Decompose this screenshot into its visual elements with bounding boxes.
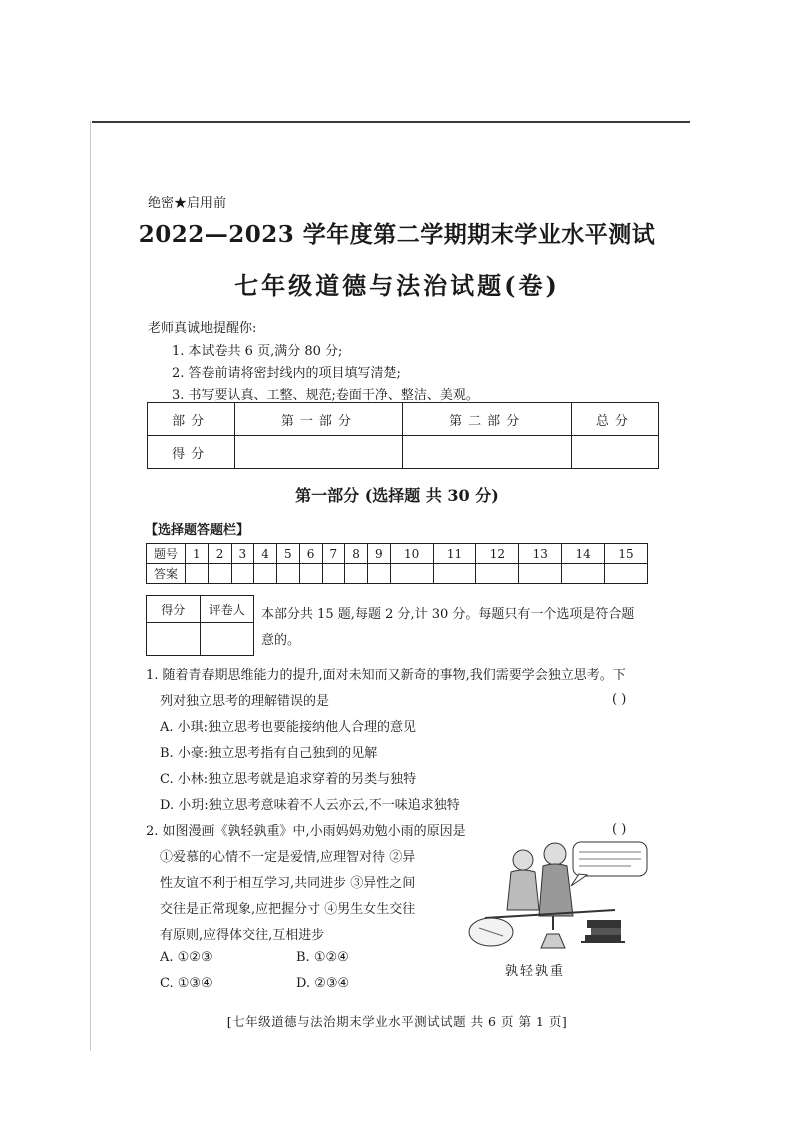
grader-table (146, 595, 254, 656)
q2-option-b: B. ①②④ (296, 950, 349, 965)
answer-number-cell: 3 (231, 544, 254, 564)
answer-cell[interactable] (208, 564, 231, 584)
grader-header: 评卷人 (200, 596, 254, 623)
answer-number-cell: 2 (208, 544, 231, 564)
notice-rule: 3. 书写要认真、工整、规范;卷面干净、整洁、美观。 (172, 388, 479, 403)
answer-number-cell: 15 (605, 544, 648, 564)
answer-number-cell: 7 (322, 544, 345, 564)
grade-cell[interactable] (147, 623, 201, 656)
q2-stem: 2. 如图漫画《孰轻孰重》中,小雨妈妈劝勉小雨的原因是 (146, 824, 466, 839)
scan-edge (92, 121, 690, 123)
q2-statement: 交往是正常现象,应把握分寸 ④男生女生交往 (160, 902, 416, 917)
answer-cell[interactable] (231, 564, 254, 584)
answer-column-label: 【选择题答题栏】 (145, 523, 250, 538)
exam-title: 2022—2023 学年度第二学期期末学业水平测试 (138, 221, 656, 248)
answer-cell[interactable] (186, 564, 209, 584)
notice-rule: 2. 答卷前请将密封线内的项目填写清楚; (172, 366, 401, 381)
cartoon-illustration (455, 838, 651, 966)
answer-number-cell: 8 (345, 544, 368, 564)
answer-number-cell: 4 (254, 544, 277, 564)
answer-cell[interactable] (605, 564, 648, 584)
notice-greeting: 老师真诚地提醒你: (148, 321, 257, 336)
notice-rule: 1. 本试卷共 6 页,满分 80 分; (172, 344, 343, 359)
cartoon-caption: 孰轻孰重 (505, 964, 566, 979)
answer-number-cell: 13 (519, 544, 562, 564)
part1-title: 第一部分 (选择题 共 30 分) (295, 486, 499, 505)
answer-cell[interactable] (277, 564, 300, 584)
score-header-cell: 部分 (148, 403, 235, 436)
score-cell[interactable] (403, 436, 571, 469)
score-table (147, 402, 659, 469)
answer-row-label: 答案 (147, 564, 186, 584)
answer-number-cell: 5 (277, 544, 300, 564)
answer-cell[interactable] (519, 564, 562, 584)
part1-instruction: 意的。 (261, 633, 301, 648)
answer-number-cell: 11 (433, 544, 476, 564)
answer-cell[interactable] (345, 564, 368, 584)
grade-header: 得分 (147, 596, 201, 623)
score-header-cell: 第二部分 (403, 403, 571, 436)
answer-table (146, 543, 648, 584)
score-header-cell: 第一部分 (235, 403, 403, 436)
score-cell[interactable] (235, 436, 403, 469)
q2-option-a: A. ①②③ (160, 950, 213, 965)
answer-number-cell: 9 (368, 544, 391, 564)
answer-number-cell: 14 (562, 544, 605, 564)
q2-statement: 有原则,应得体交往,互相进步 (160, 928, 325, 943)
q2-statement: ①爱慕的心情不一定是爱情,应理智对待 ②异 (160, 850, 416, 865)
page-footer: [七年级道德与法治期末学业水平测试试题 共 6 页 第 1 页] (226, 1014, 568, 1029)
q1-option-a: A. 小琪:独立思考也要能接纳他人合理的意见 (160, 720, 417, 735)
answer-cell[interactable] (433, 564, 476, 584)
answer-cell[interactable] (299, 564, 322, 584)
confidential-mark: 绝密★启用前 (148, 196, 227, 211)
answer-number-cell: 12 (476, 544, 519, 564)
score-row-label: 得分 (148, 436, 235, 469)
q2-option-d: D. ②③④ (296, 976, 350, 991)
q1-stem: 1. 随着青春期思维能力的提升,面对未知而又新奇的事物,我们需要学会独立思考。下 (146, 668, 626, 683)
q1-stem: 列对独立思考的理解错误的是 (160, 694, 330, 709)
answer-cell[interactable] (390, 564, 433, 584)
q2-option-c: C. ①③④ (160, 976, 213, 991)
q2-answer-paren[interactable]: ( ) (612, 822, 627, 837)
part1-instruction: 本部分共 15 题,每题 2 分,计 30 分。每题只有一个选项是符合题 (261, 607, 635, 622)
answer-number-cell: 6 (299, 544, 322, 564)
answer-cell[interactable] (476, 564, 519, 584)
q1-answer-paren[interactable]: ( ) (612, 692, 627, 707)
answer-number-cell: 1 (186, 544, 209, 564)
answer-number-cell: 10 (390, 544, 433, 564)
answer-cell[interactable] (562, 564, 605, 584)
answer-cell[interactable] (322, 564, 345, 584)
answer-number-label: 题号 (147, 544, 186, 564)
score-header-cell: 总分 (571, 403, 658, 436)
q1-option-c: C. 小林:独立思考就是追求穿着的另类与独特 (160, 772, 417, 787)
q2-statement: 性友谊不利于相互学习,共同进步 ③异性之间 (160, 876, 416, 891)
q1-option-b: B. 小豪:独立思考指有自己独到的见解 (160, 746, 378, 761)
score-cell[interactable] (571, 436, 658, 469)
grader-cell[interactable] (200, 623, 254, 656)
answer-cell[interactable] (368, 564, 391, 584)
answer-cell[interactable] (254, 564, 277, 584)
scan-edge (90, 121, 91, 1051)
exam-subtitle: 七年级道德与法治试题(卷) (234, 271, 560, 300)
q1-option-d: D. 小玥:独立思考意味着不人云亦云,不一味追求独特 (160, 798, 460, 813)
